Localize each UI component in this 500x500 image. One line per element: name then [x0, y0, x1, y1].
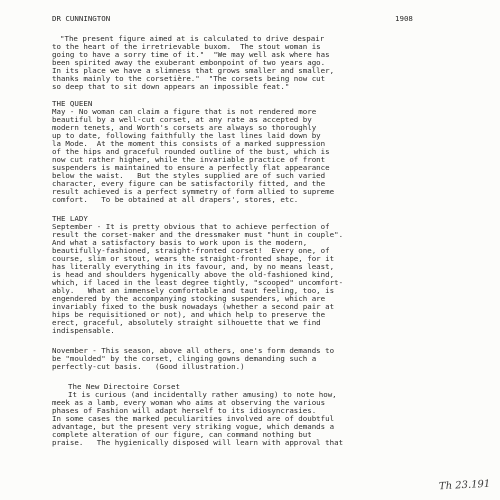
directoire-line: meek as a lamb, every woman who aims at observing the various	[52, 398, 326, 407]
queen-line: character, every figure can be satisfactorily fitted, and the	[52, 179, 326, 188]
intro-line: been spirited away the exuberant embonpoint of two years ago.	[52, 58, 326, 67]
november-line: perfectly-cut basis. (Good illustration.)	[52, 362, 245, 371]
queen-line: suspenders is maintained to ensure a perfectly flat appearance	[52, 163, 330, 172]
queen-line: comfort. To be obtained at all drapers', stores, etc.	[52, 195, 299, 204]
lady-line: And what a satisfactory basis to work upon is the modern,	[52, 238, 308, 247]
lady-heading: THE LADY	[52, 214, 88, 223]
lady-line: invariably fixed to the busk nowadays (whether a second pair at	[52, 302, 335, 311]
lady-line: is head and shoulders hygenically above the old-fashioned kind,	[52, 270, 335, 279]
directoire-line: complete alteration of our figure, can command nothing but	[52, 430, 312, 439]
intro-line: going to have a sorry time of it." "We may well ask where has	[52, 50, 330, 59]
queen-line: May - No woman can claim a figure that is not rendered more	[52, 107, 317, 116]
author-header: DR CUNNINGTON	[52, 14, 111, 23]
directoire-line: phases of Fashion will adapt herself to its idiosyncrasies.	[52, 406, 317, 415]
intro-line: thanks mainly to the corsetière." "The corsets being now cut	[52, 74, 326, 83]
lady-line: has literally everything in its favour, and, by no means least,	[52, 262, 335, 271]
november-line: be "moulded" by the corset, clinging gowns demanding such a	[52, 354, 317, 363]
lady-line: September - It is pretty obvious that to achieve perfection of	[52, 222, 330, 231]
intro-line: In its place we have a slimness that grows smaller and smaller,	[52, 66, 335, 75]
queen-line: modern tenets, and Worth's corsets are always so thoroughly	[52, 123, 317, 132]
queen-line: up to date, following faithfully the last lines laid down by	[52, 131, 321, 140]
directoire-line: It is curious (and incidentally rather amusing) to note how,	[68, 390, 337, 399]
lady-line: erect, graceful, absolutely straight silhouette that we find	[52, 318, 321, 327]
queen-line: result achieved is a perfect symmetry of form allied to supreme	[52, 187, 335, 196]
lady-line: hips be requisitioned or not), and which help to preserve the	[52, 310, 326, 319]
queen-line: la Mode. At the moment this consists of a marked suppression	[52, 139, 326, 148]
queen-line: of the hips and graceful rounded outline of the bust, which is	[52, 147, 330, 156]
lady-line: ably. What an immensely comfortable and taut feeling, too, is	[52, 286, 335, 295]
lady-line: result the corset-maker and the dressmaker must "hunt in couple".	[52, 230, 344, 239]
archive-stamp: Th 23.191	[438, 478, 491, 493]
queen-heading: THE QUEEN	[52, 99, 93, 108]
intro-line: so deep that to sit down appears an impossible feat."	[52, 82, 290, 91]
lady-line: which, if laced in the least degree tightly, "scooped" uncomfort-	[52, 278, 344, 287]
intro-line: to the heart of the irretrievable buxom. The stout woman is	[52, 42, 321, 51]
lady-line: beautifully-fashioned, straight-fronted corset! Every one, of	[52, 246, 330, 255]
directoire-heading: The New Directoire Corset	[68, 382, 180, 391]
november-line: November - This season, above all others, one's form demands to	[52, 346, 335, 355]
queen-line: beautiful by a well-cut corset, at any rate as accepted by	[52, 115, 312, 124]
directoire-line: praise. The hygienically disposed will learn with approval that	[52, 438, 344, 447]
year-header: 1908	[395, 14, 413, 23]
queen-line: now cut rather higher, while the invariable practice of front	[52, 155, 326, 164]
intro-line: "The present figure aimed at is calculated to drive despair	[60, 34, 325, 43]
lady-line: course, slim or stout, wears the straight-fronted shape, for it	[52, 254, 335, 263]
lady-line: engendered by the accompanying stocking suspenders, which are	[52, 294, 326, 303]
directoire-line: advantage, but the present very striking vogue, which demands a	[52, 422, 335, 431]
lady-line: indispensable.	[52, 326, 115, 335]
directoire-line: In some cases the marked peculiarities involved are of doubtful	[52, 414, 335, 423]
queen-line: below the waist. But the styles supplied are of such varied	[52, 171, 326, 180]
